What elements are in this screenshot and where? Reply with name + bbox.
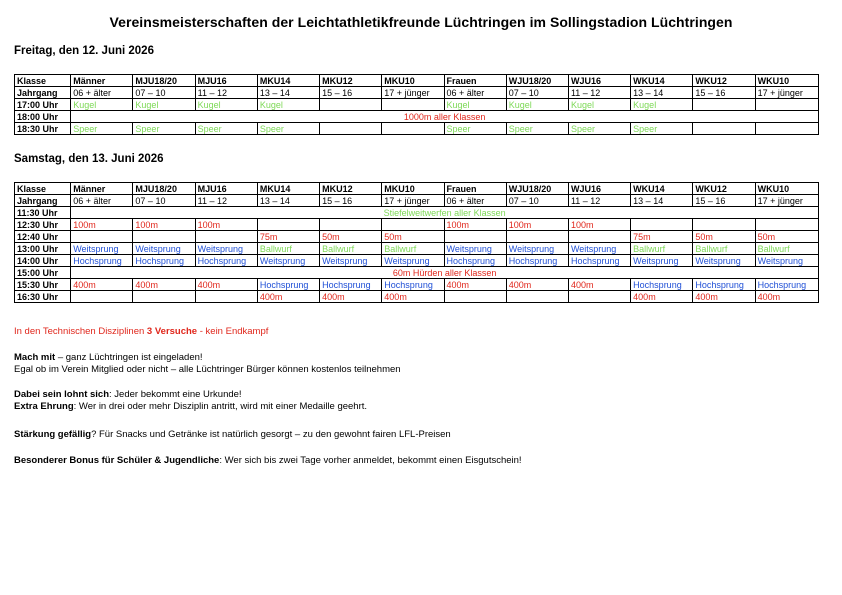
event-cell: Weitsprung xyxy=(506,243,568,255)
jahrgang-cell: 15 – 16 xyxy=(693,87,755,99)
event-cell: Hochsprung xyxy=(568,255,630,267)
event-cell: Speer xyxy=(195,123,257,135)
empty-cell xyxy=(257,219,319,231)
klasse-cell: WKU14 xyxy=(631,75,693,87)
time-cell: 16:30 Uhr xyxy=(15,291,71,303)
time-cell: 17:00 Uhr xyxy=(15,99,71,111)
time-cell: 14:00 Uhr xyxy=(15,255,71,267)
jahrgang-cell: 07 – 10 xyxy=(133,87,195,99)
event-cell: Hochsprung xyxy=(693,279,755,291)
klasse-cell: MKU12 xyxy=(320,183,382,195)
event-cell: Kugel xyxy=(71,99,133,111)
note-extra-bold: Extra Ehrung xyxy=(14,401,74,412)
jahrgang-cell: 06 + älter xyxy=(71,87,133,99)
time-cell: 12:40 Uhr xyxy=(15,231,71,243)
jahrgang-cell: 13 – 14 xyxy=(257,195,319,207)
klasse-cell: WKU14 xyxy=(631,183,693,195)
event-cell: 400m xyxy=(444,279,506,291)
empty-cell xyxy=(755,219,818,231)
schedule-row xyxy=(15,267,819,279)
time-cell: 15:30 Uhr xyxy=(15,279,71,291)
event-cell: Ballwurf xyxy=(631,243,693,255)
event-cell: 75m xyxy=(631,231,693,243)
schedule-table-saturday xyxy=(14,182,819,303)
event-cell: Kugel xyxy=(257,99,319,111)
event-cell: Kugel xyxy=(506,99,568,111)
jahrgang-cell: 17 + jünger xyxy=(382,195,444,207)
event-cell: Speer xyxy=(444,123,506,135)
klasse-cell: WKU10 xyxy=(755,75,818,87)
event-cell: Weitsprung xyxy=(382,255,444,267)
event-cell: 400m xyxy=(631,291,693,303)
event-cell: 100m xyxy=(71,219,133,231)
jahrgang-cell: 06 + älter xyxy=(444,87,506,99)
klasse-cell: WKU12 xyxy=(693,183,755,195)
schedule-row xyxy=(15,255,819,267)
empty-cell xyxy=(71,231,133,243)
klasse-cell: MKU10 xyxy=(382,75,444,87)
header-row-jahrgang xyxy=(15,195,819,207)
time-cell: 18:30 Uhr xyxy=(15,123,71,135)
empty-cell xyxy=(755,123,818,135)
klasse-cell: MKU10 xyxy=(382,183,444,195)
jahrgang-cell: 07 – 10 xyxy=(506,195,568,207)
event-cell: Kugel xyxy=(133,99,195,111)
empty-cell xyxy=(195,291,257,303)
event-cell: 400m xyxy=(320,291,382,303)
day-heading-friday: Freitag, den 12. Juni 2026 xyxy=(14,45,154,57)
event-cell: 50m xyxy=(755,231,818,243)
schedule-row xyxy=(15,231,819,243)
notes-block-technik xyxy=(14,326,268,338)
event-cell: Weitsprung xyxy=(631,255,693,267)
event-cell: Hochsprung xyxy=(320,279,382,291)
jahrgang-cell: 06 + älter xyxy=(444,195,506,207)
note-verein: Egal ob im Verein Mitglied oder nicht – alle Lüchtringer Bürger können kostenlos teilnehmen xyxy=(14,364,401,375)
note-machmit xyxy=(14,352,401,364)
event-cell: Ballwurf xyxy=(693,243,755,255)
jahrgang-cell: 15 – 16 xyxy=(693,195,755,207)
event-cell: Kugel xyxy=(195,99,257,111)
klasse-cell: MKU14 xyxy=(257,183,319,195)
event-cell: 100m xyxy=(568,219,630,231)
note-extra-rest: : Wer in drei oder mehr Disziplin antritt, wird mit einer Medaille geehrt. xyxy=(73,401,368,412)
time-cell: 13:00 Uhr xyxy=(15,243,71,255)
klasse-cell: Frauen xyxy=(444,75,506,87)
event-cell: Kugel xyxy=(568,99,630,111)
event-cell: Speer xyxy=(133,123,195,135)
page-title: Vereinsmeisterschaften der Leichtathletikfreunde Lüchtringen im Sollingstadion Lüchtringen xyxy=(109,14,733,30)
event-cell: 400m xyxy=(382,291,444,303)
event-cell: Hochsprung xyxy=(631,279,693,291)
empty-cell xyxy=(320,123,382,135)
klasse-cell: Männer xyxy=(71,75,133,87)
empty-cell xyxy=(133,231,195,243)
event-cell: 50m xyxy=(382,231,444,243)
empty-cell xyxy=(568,231,630,243)
empty-cell xyxy=(71,291,133,303)
event-cell: Weitsprung xyxy=(320,255,382,267)
event-cell: Speer xyxy=(506,123,568,135)
klasse-label: Klasse xyxy=(15,75,71,87)
note-bonus-rest: : Wer sich bis zwei Tage vorher anmeldet, bekommt einen Eisgutschein! xyxy=(219,455,522,466)
event-cell: Speer xyxy=(257,123,319,135)
note-technik-post: - kein Endkampf xyxy=(197,326,269,337)
event-cell: Ballwurf xyxy=(320,243,382,255)
event-cell: Hochsprung xyxy=(257,279,319,291)
klasse-cell: MJU18/20 xyxy=(133,183,195,195)
event-cell: Hochsprung xyxy=(444,255,506,267)
empty-cell xyxy=(693,123,755,135)
jahrgang-cell: 11 – 12 xyxy=(568,195,630,207)
empty-cell xyxy=(133,291,195,303)
event-cell: 100m xyxy=(506,219,568,231)
event-cell: Ballwurf xyxy=(257,243,319,255)
event-cell: 400m xyxy=(568,279,630,291)
event-cell: 100m xyxy=(444,219,506,231)
klasse-label: Klasse xyxy=(15,183,71,195)
event-cell: Weitsprung xyxy=(257,255,319,267)
event-cell: 100m xyxy=(195,219,257,231)
event-cell: 100m xyxy=(133,219,195,231)
jahrgang-cell: 13 – 14 xyxy=(257,87,319,99)
event-cell: 50m xyxy=(320,231,382,243)
klasse-cell: Männer xyxy=(71,183,133,195)
header-row-jahrgang xyxy=(15,87,819,99)
jahrgang-cell: 11 – 12 xyxy=(195,87,257,99)
empty-cell xyxy=(506,291,568,303)
event-cell: 400m xyxy=(693,291,755,303)
note-dabei-rest: : Jeder bekommt eine Urkunde! xyxy=(109,389,242,400)
empty-cell xyxy=(320,99,382,111)
event-cell: Weitsprung xyxy=(71,243,133,255)
klasse-cell: WKU12 xyxy=(693,75,755,87)
klasse-cell: MKU14 xyxy=(257,75,319,87)
header-row-klasse xyxy=(15,183,819,195)
event-cell: Speer xyxy=(568,123,630,135)
klasse-cell: MJU18/20 xyxy=(133,75,195,87)
note-machmit-rest: – ganz Lüchtringen ist eingeladen! xyxy=(55,352,203,363)
notes-block-bonus xyxy=(14,455,522,467)
note-bonus-bold: Besonderer Bonus für Schüler & Jugendliche xyxy=(14,455,220,466)
schedule-row xyxy=(15,99,819,111)
klasse-cell: WJU16 xyxy=(568,75,630,87)
klasse-cell: WJU16 xyxy=(568,183,630,195)
jahrgang-cell: 15 – 16 xyxy=(320,195,382,207)
event-cell: 400m xyxy=(257,291,319,303)
empty-cell xyxy=(444,291,506,303)
jahrgang-label: Jahrgang xyxy=(15,87,71,99)
event-cell: 400m xyxy=(71,279,133,291)
klasse-cell: MJU16 xyxy=(195,75,257,87)
event-cell: Kugel xyxy=(444,99,506,111)
note-dabei xyxy=(14,389,367,401)
jahrgang-cell: 17 + jünger xyxy=(382,87,444,99)
event-cell: Kugel xyxy=(631,99,693,111)
day-heading-saturday: Samstag, den 13. Juni 2026 xyxy=(14,153,164,165)
event-cell: Weitsprung xyxy=(444,243,506,255)
jahrgang-cell: 07 – 10 xyxy=(133,195,195,207)
schedule-row xyxy=(15,111,819,123)
event-cell: Speer xyxy=(71,123,133,135)
empty-cell xyxy=(382,99,444,111)
empty-cell xyxy=(195,231,257,243)
note-staerkung xyxy=(14,429,451,441)
event-cell: Hochsprung xyxy=(382,279,444,291)
event-cell: Hochsprung xyxy=(133,255,195,267)
event-cell: Hochsprung xyxy=(506,255,568,267)
empty-cell xyxy=(382,123,444,135)
empty-cell xyxy=(444,231,506,243)
event-cell: 400m xyxy=(133,279,195,291)
jahrgang-cell: 17 + jünger xyxy=(755,195,818,207)
note-technik-bold: 3 Versuche xyxy=(146,326,198,337)
empty-cell xyxy=(755,99,818,111)
time-cell: 11:30 Uhr xyxy=(15,207,71,219)
time-cell: 12:30 Uhr xyxy=(15,219,71,231)
note-bonus xyxy=(14,455,522,467)
note-technik-pre: In den Technischen Disziplinen xyxy=(14,326,147,337)
note-staerkung-bold: Stärkung gefällig xyxy=(14,429,92,440)
note-staerkung-rest: ? Für Snacks und Getränke ist natürlich gesorgt – zu den gewohnt fairen LFL-Preisen xyxy=(91,429,451,440)
klasse-cell: Frauen xyxy=(444,183,506,195)
jahrgang-cell: 13 – 14 xyxy=(631,87,693,99)
event-cell: Hochsprung xyxy=(755,279,818,291)
event-cell: Weitsprung xyxy=(195,243,257,255)
merged-event-cell: 60m Hürden aller Klassen xyxy=(71,267,819,279)
event-cell: Ballwurf xyxy=(382,243,444,255)
jahrgang-cell: 11 – 12 xyxy=(195,195,257,207)
merged-event-cell: 1000m aller Klassen xyxy=(71,111,819,123)
note-technik xyxy=(14,326,268,338)
header-row-klasse xyxy=(15,75,819,87)
schedule-table-friday xyxy=(14,74,819,135)
klasse-cell: MJU16 xyxy=(195,183,257,195)
jahrgang-cell: 13 – 14 xyxy=(631,195,693,207)
schedule-row xyxy=(15,243,819,255)
schedule-row xyxy=(15,291,819,303)
jahrgang-cell: 07 – 10 xyxy=(506,87,568,99)
event-cell: Weitsprung xyxy=(755,255,818,267)
empty-cell xyxy=(320,219,382,231)
jahrgang-label: Jahrgang xyxy=(15,195,71,207)
event-cell: Speer xyxy=(631,123,693,135)
event-cell: 75m xyxy=(257,231,319,243)
event-cell: 400m xyxy=(506,279,568,291)
klasse-cell: WKU10 xyxy=(755,183,818,195)
time-cell: 18:00 Uhr xyxy=(15,111,71,123)
empty-cell xyxy=(568,291,630,303)
event-cell: Weitsprung xyxy=(693,255,755,267)
empty-cell xyxy=(693,219,755,231)
schedule-row xyxy=(15,123,819,135)
note-dabei-bold: Dabei sein lohnt sich xyxy=(14,389,110,400)
event-cell: 400m xyxy=(195,279,257,291)
klasse-cell: WJU18/20 xyxy=(506,183,568,195)
event-cell: Weitsprung xyxy=(568,243,630,255)
event-cell: Weitsprung xyxy=(133,243,195,255)
klasse-cell: WJU18/20 xyxy=(506,75,568,87)
time-cell: 15:00 Uhr xyxy=(15,267,71,279)
jahrgang-cell: 15 – 16 xyxy=(320,87,382,99)
note-machmit-bold: Mach mit xyxy=(14,352,56,363)
jahrgang-cell: 06 + älter xyxy=(71,195,133,207)
empty-cell xyxy=(693,99,755,111)
event-cell: 50m xyxy=(693,231,755,243)
empty-cell xyxy=(382,219,444,231)
event-cell: 400m xyxy=(755,291,818,303)
event-cell: Ballwurf xyxy=(755,243,818,255)
empty-cell xyxy=(631,219,693,231)
event-cell: Hochsprung xyxy=(195,255,257,267)
klasse-cell: MKU12 xyxy=(320,75,382,87)
note-extra xyxy=(14,401,367,413)
jahrgang-cell: 11 – 12 xyxy=(568,87,630,99)
event-cell: Hochsprung xyxy=(71,255,133,267)
jahrgang-cell: 17 + jünger xyxy=(755,87,818,99)
schedule-row xyxy=(15,219,819,231)
empty-cell xyxy=(506,231,568,243)
notes-block-machmit xyxy=(14,352,401,376)
schedule-row xyxy=(15,207,819,219)
merged-event-cell: Stiefelweitwerfen aller Klassen xyxy=(71,207,819,219)
notes-block-dabei xyxy=(14,389,367,413)
notes-block-staerkung xyxy=(14,429,451,441)
schedule-row xyxy=(15,279,819,291)
